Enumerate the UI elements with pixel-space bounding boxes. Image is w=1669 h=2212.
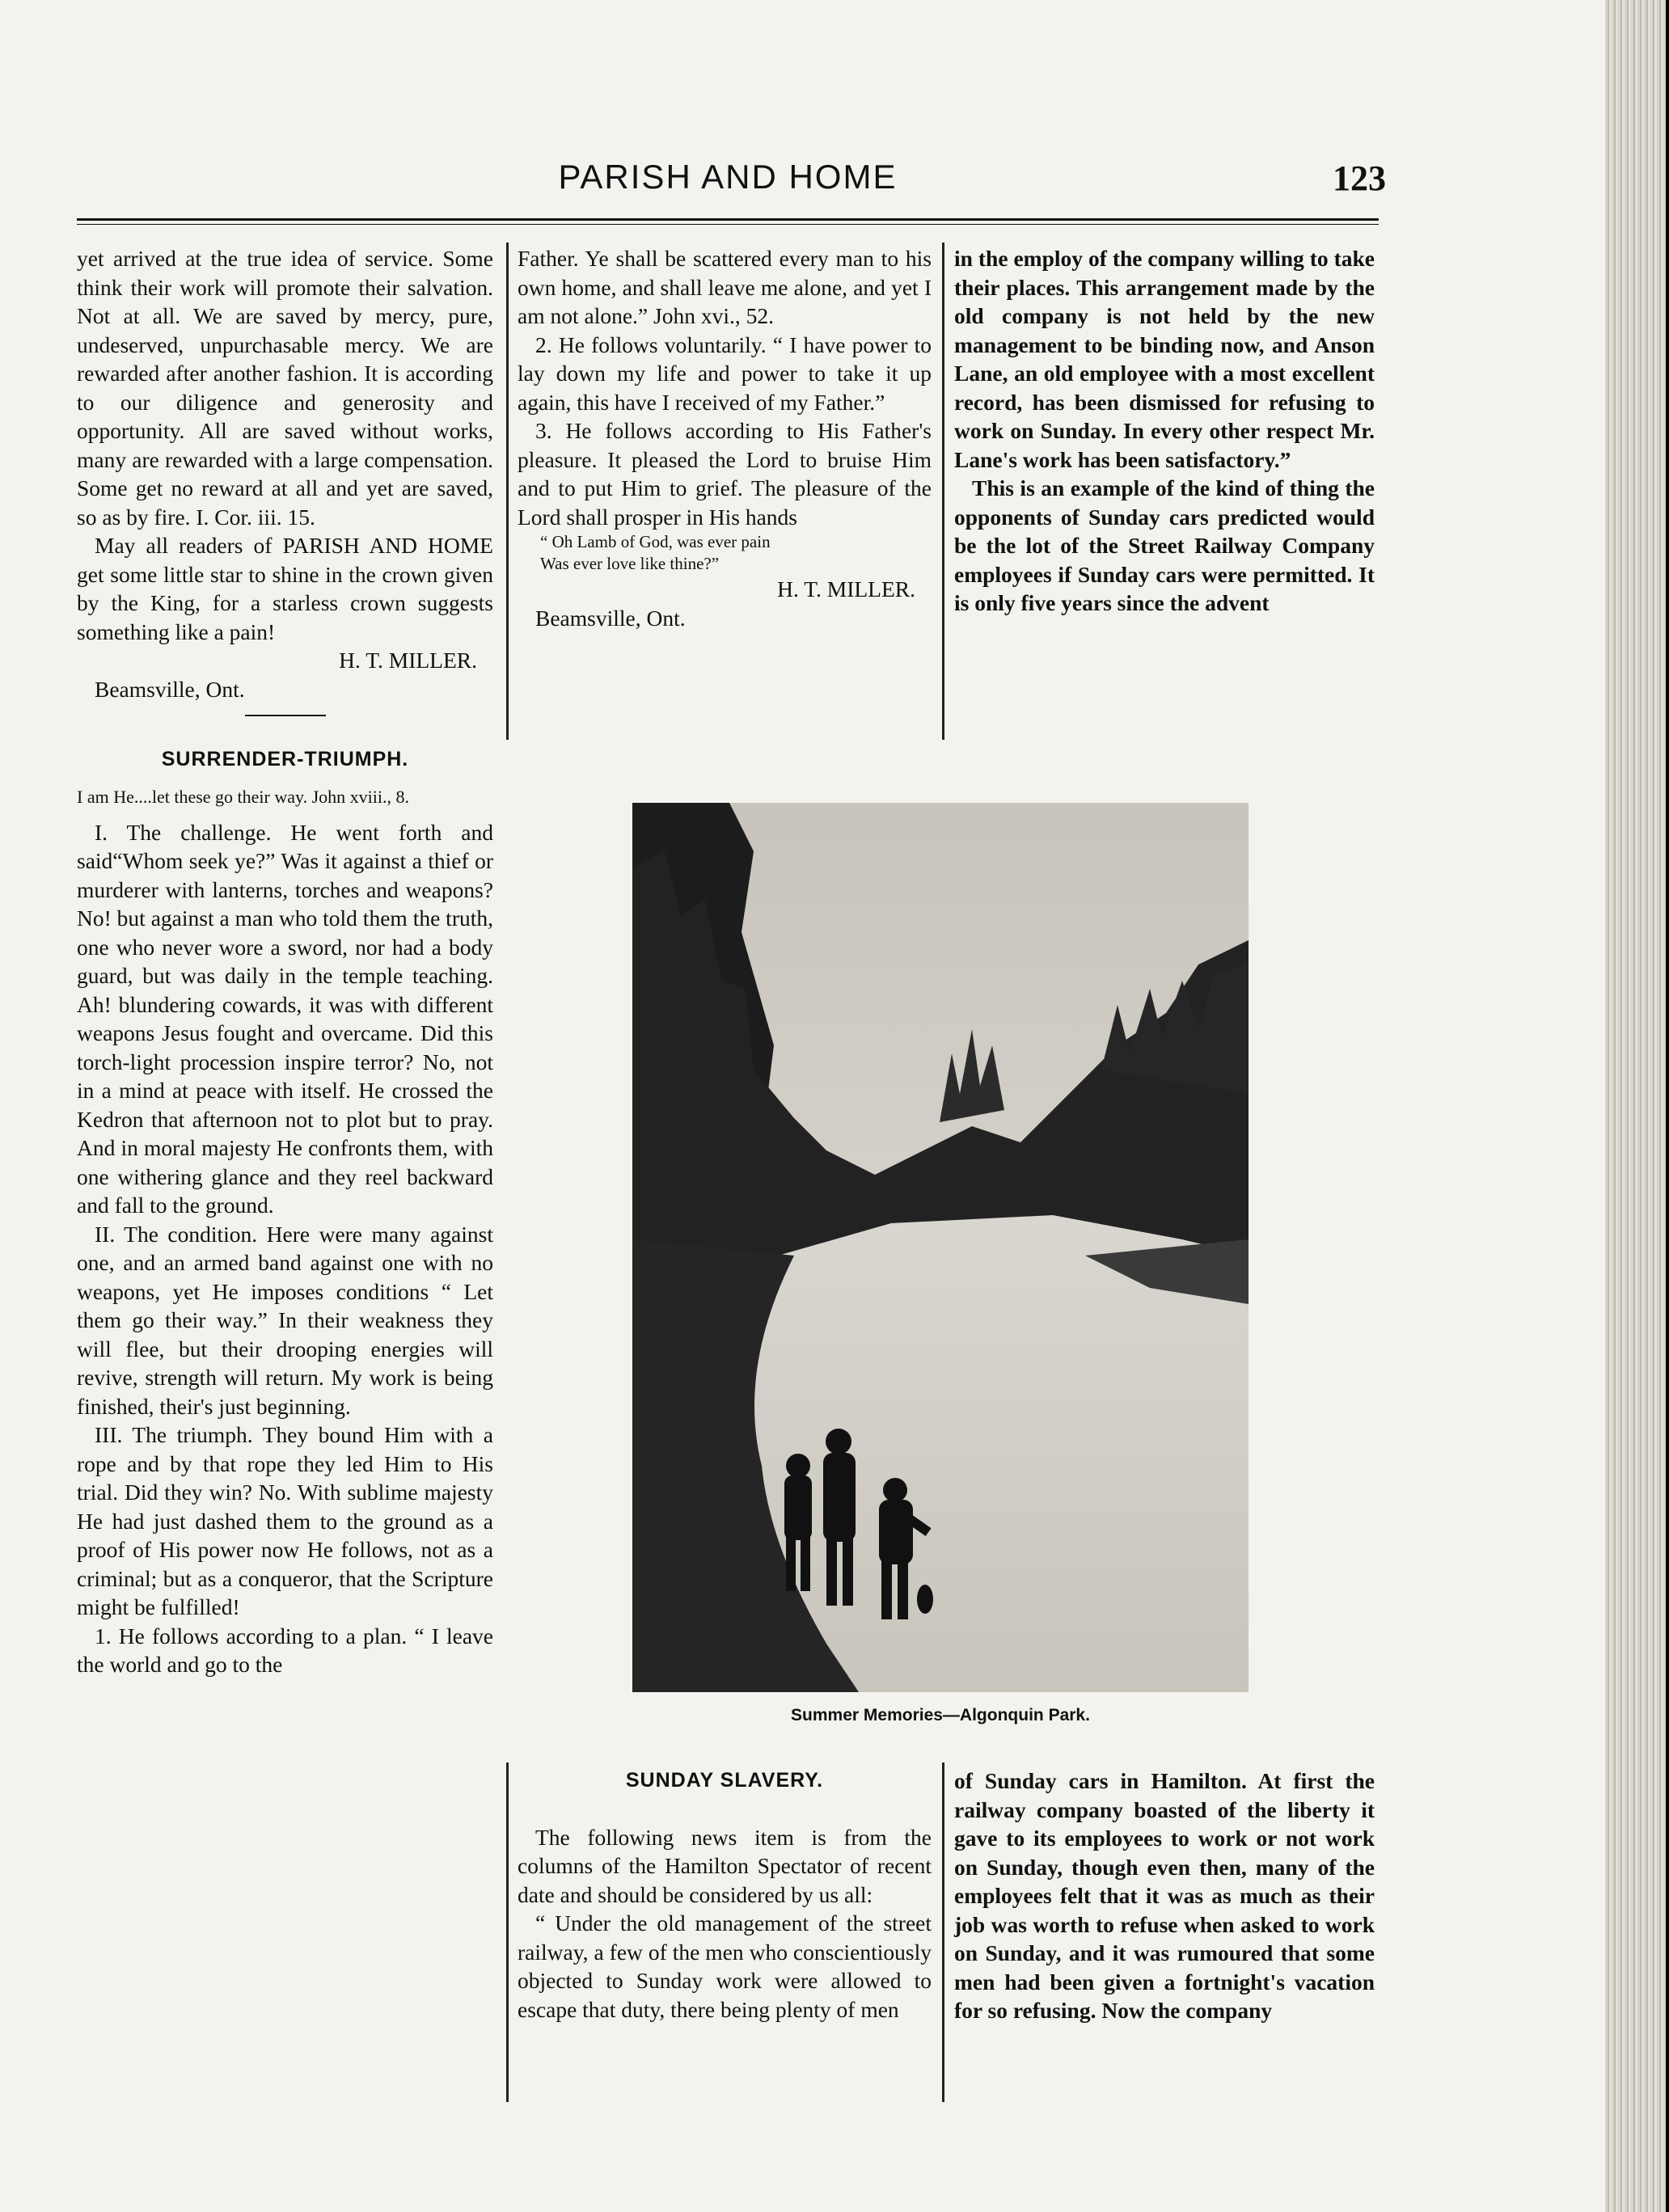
paragraph: yet arrived at the true idea of service. Some think their work will promote their salvation. Not at all. We are saved by mercy, pure, undeserved, unpurchasable mercy. We are rewarded after another fashion. It is according to our diligence and generosity and opportunity. All are saved without works, many are rewarded with a large compensation. Some get no reward at all and yet are saved, so as by fire. I. Cor. iii. 15. bbox=[77, 246, 493, 530]
paragraph: 3. He follows according to His Father's pleasure. It pleased the Lord to bruise Him and to put Him to grief. The pleasure of the Lord shall prosper in His hands bbox=[518, 418, 932, 530]
park-river-photo bbox=[632, 803, 1249, 1692]
column-divider bbox=[942, 1762, 944, 2102]
paragraph: 2. He follows voluntarily. “ I have power to lay down my life and power to take it up again, this have I received of my Father.” bbox=[518, 331, 932, 415]
signature: H. T. MILLER. bbox=[777, 576, 915, 602]
paragraph: The following news item is from the columns of the Hamilton Spectator of recent date and should be considered by us all: bbox=[518, 1824, 932, 1907]
place-line: Beamsville, Ont. bbox=[535, 605, 686, 631]
paragraph: May all readers of PARISH AND HOME get some little star to shine in the crown given by the King, for a starless crown suggests something like a pain! bbox=[77, 533, 493, 644]
page-title: PARISH AND HOME bbox=[558, 158, 898, 196]
signature: H. T. MILLER. bbox=[339, 648, 477, 673]
paragraph: This is an example of the kind of thing the opponents of Sunday cars predicted would be the lot of the Street Railway Company employees if Sunday cars were permitted. It is only five years since the advent bbox=[954, 475, 1375, 615]
column-left bbox=[77, 244, 493, 1679]
photo-caption: Summer Memories—Algonquin Park. bbox=[791, 1706, 1090, 1724]
section-heading: SUNDAY SLAVERY. bbox=[625, 1769, 824, 1792]
column-divider bbox=[506, 243, 509, 740]
paragraph: Father. Ye shall be scattered every man to his own home, and shall leave me alone, and yet I am not alone.” John xvi., 52. bbox=[518, 246, 932, 328]
poem-line: “ Oh Lamb of God, was ever pain bbox=[540, 532, 771, 551]
place-line: Beamsville, Ont. bbox=[95, 676, 245, 702]
paragraph: III. The triumph. They bound Him with a rope and by that rope they led Him to His trial. Did they win? No. With sublime majesty He had just dashed them to the ground as a proof of His power now He follows, not as a criminal; but as a conqueror, that the Scripture might be fulfilled! bbox=[77, 1422, 493, 1619]
page-number: 123 bbox=[1333, 158, 1386, 198]
section-rule bbox=[245, 715, 326, 716]
column-right-lower bbox=[954, 1767, 1375, 2025]
paragraph: 1. He follows according to a plan. “ I leave the world and go to the bbox=[77, 1623, 493, 1677]
section-heading: SURRENDER-TRIUMPH. bbox=[161, 748, 409, 770]
paragraph: in the employ of the company willing to take their places. This arrangement made by the old company is not held by the new management to be binding now, and Anson Lane, an old employee with a most excellent record, has been dismissed for refusing to work on Sunday. In every other respect Mr. Lane's work has been satisfactory.” bbox=[954, 246, 1375, 472]
epigraph: I am He....let these go their way. John xviii., 8. bbox=[77, 786, 409, 807]
column-middle-lower bbox=[518, 1767, 932, 2024]
photograph bbox=[632, 803, 1249, 1692]
page-header bbox=[77, 158, 1386, 206]
column-middle bbox=[518, 244, 932, 632]
paragraph: II. The condition. Here were many against one, and an armed band against one with no weapons, yet He imposes conditions “ Let them go their way.” In their weakness they will flee, but their drooping energies will revive, strength will return. My work is being finished, their's just beginning. bbox=[77, 1221, 493, 1419]
paragraph: “ Under the old management of the street railway, a few of the men who conscientiously objected to Sunday work were allowed to escape that duty, there being plenty of men bbox=[518, 1910, 932, 2022]
column-divider bbox=[506, 1762, 509, 2102]
header-rule-thin bbox=[77, 224, 1379, 225]
poem-line: Was ever love like thine?” bbox=[540, 554, 720, 573]
paragraph: I. The challenge. He went forth and said“Whom seek ye?” Was it against a thief or murderer with lanterns, torches and weapons? No! but against a man who told them the truth, one who never wore a sword, nor had a body guard, but was daily in the temple teaching. Ah! blundering cowards, it was with different weapons Jesus fought and overcame. Did this torch-light procession inspire terror? No, not in a mind at peace with itself. He crossed the Kedron that afternoon not to plot but to pray. And in moral majesty He confronts them, with one withering glance and they reel backward and fall to the ground. bbox=[77, 819, 493, 1218]
paragraph: of Sunday cars in Hamilton. At first the railway company boasted of the liberty it gave to its employees to work or not work on Sunday, though even then, many of the employees felt that it was as much as their job was worth to refuse when asked to work on Sunday, and it was rumoured that some men had been given a fortnight's vacation for so refusing. Now the company bbox=[954, 1768, 1375, 2023]
page-edge bbox=[1605, 0, 1666, 2212]
column-divider bbox=[942, 243, 944, 740]
column-right bbox=[954, 244, 1375, 618]
header-rule bbox=[77, 218, 1379, 221]
